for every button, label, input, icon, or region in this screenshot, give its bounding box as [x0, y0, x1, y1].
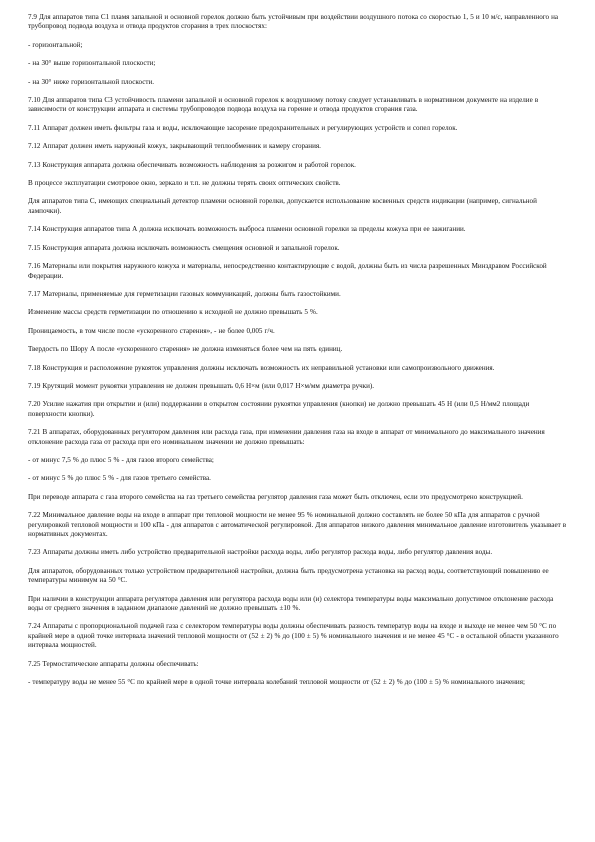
list-item-horizontal: - горизонтальной; — [28, 40, 83, 49]
document-body — [28, 13, 568, 687]
paragraph-7-23: 7.23 Аппараты должны иметь либо устройство предварительной настройки расхода воды, либо регулятор расхода воды, либо регулятор давления воды. — [28, 548, 493, 557]
paragraph-7-24: 7.24 Аппараты с пропорциональной подачей газа с селектором температуры воды должны обеспечивать разность температур воды на входе и выходе не менее чем 50 °С по крайней мере в одной точке интервала значений тепловой мощности от (52 ± 2) % до (100 ± 5) % номинального значения и не менее 45 °С - в остальной области указанного интервала мощностей. — [28, 622, 559, 650]
paragraph-7-18: 7.18 Конструкция и расположение рукояток управления должны исключать возможность их неправильной установки или самопроизвольного движения. — [28, 363, 495, 372]
paragraph-7-17: 7.17 Материалы, применяемые для герметизации газовых коммуникаций, должны быть газостойкими. — [28, 289, 341, 298]
paragraph-7-9: 7.9 Для аппаратов типа С1 пламя запальной и основной горелок должно быть устойчивым при воздействии воздушного потока со скоростью 1, 5 и 10 м/с, направленного на трубопровод подвода воздуха и отвода продуктов сгорания в трех плоскостях: — [28, 13, 559, 31]
paragraph-mass-change: Изменение массы средств герметизации по отношению к исходной не должно превышать 5 %. — [28, 308, 318, 317]
paragraph-permeability: Проницаемость, в том числе после «ускоренного старения», - не более 0,005 г/ч. — [28, 326, 275, 335]
list-item-water-temperature: - температуру воды не менее 55 °С по крайней мере в одной точке интервала колебаний тепловой мощности от (52 ± 2) % до (100 ± 5) % номинального значения; — [28, 678, 525, 687]
paragraph-gas-conversion: При переводе аппарата с газа второго семейства на газ третьего семейства регулятор давления газа может быть отключен, если это предусмотрено конструкцией. — [28, 492, 523, 501]
paragraph-shore-hardness: Твердость по Шору А после «ускоренного старения» не должна изменяться более чем на пять единиц. — [28, 345, 343, 354]
list-item-second-family: - от минус 7,5 % до плюс 5 % - для газов второго семейства; — [28, 455, 214, 464]
paragraph-flow-deviation: При наличии в конструкции аппарата регулятора давления или регулятора расхода воды или (и) селектора температуры воды максимально допустимое отклонение расхода воды от среднего значения в заданном диапазоне давлений не должно превышать ±10 %. — [28, 594, 554, 613]
paragraph-7-22: 7.22 Минимальное давление воды на входе в аппарат при тепловой мощности не менее 95 % номинальной должно составлять не более 50 кПа для аппаратов с ручной регулировкой тепловой мощности и 100 кПа - для аппаратов с автоматической регулировкой. Для аппаратов низкого давления минимальное давление изготовитель указывает в нормативных документах. — [28, 511, 567, 538]
paragraph-presetting-device: Для аппаратов, оборудованных только устройством предварительной настройки, должна быть предусмотрена установка на расход воды, соответствующий повышению ее температуры минимум на 50 °С. — [28, 566, 549, 585]
paragraph-7-15: 7.15 Конструкция аппарата должна исключать возможность смещения основной и запальной горелок. — [28, 243, 340, 252]
paragraph-7-16: 7.16 Материалы или покрытия наружного кожуха и материалы, непосредственно контактирующие с водой, должны быть из числа разрешенных Минздравом Российской Федерации. — [28, 262, 547, 280]
paragraph-7-10: 7.10 Для аппаратов типа С3 устойчивость пламени запальной и основной горелок к воздушному потоку следует устанавливать в нормативном документе на изделие в зависимости от конструкции аппарата и системы трубопроводов подвода воздуха на горение и отвода продуктов сгорания газа. — [28, 96, 539, 114]
list-item-below-30: - на 30° ниже горизонтальной плоскости. — [28, 77, 155, 86]
paragraph-7-25: 7.25 Термостатические аппараты должны обеспечивать: — [28, 659, 199, 668]
paragraph-7-20: 7.20 Усилие нажатия при открытии и (или) поддержании в открытом состоянии рукоятки управления (кнопки) не должно превышать 45 Н (или 0,5 Н/мм2 площади поверхности кнопки). — [28, 400, 530, 418]
paragraph-7-11: 7.11 Аппарат должен иметь фильтры газа и воды, исключающие засорение предохранительных и регулирующих устройств и сопел горелок. — [28, 123, 458, 132]
paragraph-sight-glass: В процессе эксплуатации смотровое окно, зеркало и т.п. не должны терять своих оптических свойств. — [28, 179, 341, 188]
paragraph-7-13: 7.13 Конструкция аппарата должна обеспечивать возможность наблюдения за розжигом и работой горелок. — [28, 160, 356, 169]
list-item-above-30: - на 30° выше горизонтальной плоскости; — [28, 59, 156, 68]
paragraph-7-14: 7.14 Конструкция аппаратов типа А должна исключать возможность выброса пламени основной горелки за пределы кожуха при ее зажигании. — [28, 225, 466, 234]
paragraph-type-c-detector: Для аппаратов типа С, имеющих специальный детектор пламени основной горелки, допускается использование косвенных средств индикации (например, сигнальной лампочки). — [28, 197, 537, 215]
paragraph-7-21: 7.21 В аппаратах, оборудованных регулятором давления или расхода газа, при изменении давления газа на входе в аппарат от минимального до максимального значения отклонение расхода газа от расхода при его номинальном значении не должно превышать: — [28, 428, 545, 446]
paragraph-7-12: 7.12 Аппарат должен иметь наружный кожух, закрывающий теплообменник и камеру сгорания. — [28, 142, 321, 151]
list-item-third-family: - от минус 5 % до плюс 5 % - для газов третьего семейства. — [28, 474, 211, 483]
paragraph-7-19: 7.19 Крутящий момент рукоятки управления не должен превышать 0,6 Н×м (или 0,017 Н×м/мм диаметра ручки). — [28, 381, 375, 390]
